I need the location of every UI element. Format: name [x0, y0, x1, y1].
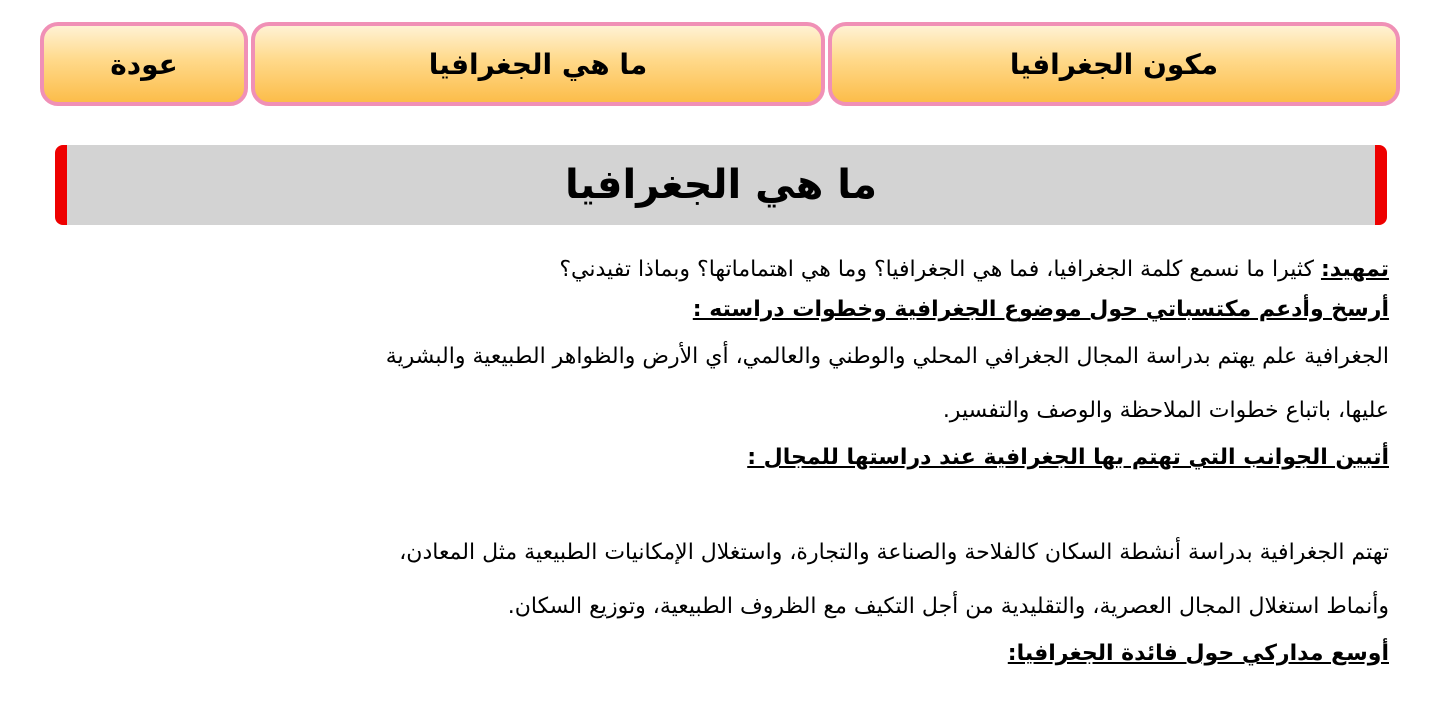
section2-line1: تهتم الجغرافية بدراسة أنشطة السكان كالفلاحة والصناعة والتجارة، واستغلال الإمكانيات الطبيعية مثل المعادن،	[399, 540, 1389, 565]
tab-what-is-geography[interactable]	[251, 22, 825, 106]
page-title: ما هي الجغرافيا	[564, 162, 878, 208]
intro-text: كثيرا ما نسمع كلمة الجغرافيا، فما هي الجغرافيا؟ وما هي اهتماماتها؟ وبماذا تفيدني؟	[559, 257, 1321, 282]
section1-line1: الجغرافية علم يهتم بدراسة المجال الجغرافي المحلي والوطني والعالمي، أي الأرض والظواهر الطبيعية والبشرية	[385, 344, 1389, 369]
intro-line	[55, 250, 1389, 290]
section2-line2: وأنماط استغلال المجال العصرية، والتقليدية من أجل التكيف مع الظروف الطبيعية، وتوزيع السكان.	[507, 594, 1389, 619]
tab-geography-components[interactable]	[828, 22, 1400, 106]
back-button[interactable]	[40, 22, 248, 106]
section3-heading: أوسع مداركي حول فائدة الجغرافيا:	[1007, 641, 1389, 666]
tab-geography-components-label: مكون الجغرافيا	[1009, 47, 1219, 81]
back-button-label: عودة	[110, 47, 178, 81]
tab-what-is-geography-label: ما هي الجغرافيا	[428, 47, 648, 81]
section1-line2: عليها، باتباع خطوات الملاحظة والوصف والتفسير.	[942, 398, 1389, 423]
page-title-banner	[55, 145, 1387, 225]
intro-label: تمهيد:	[1320, 257, 1389, 282]
section2-heading: أتبين الجوانب التي تهتم بها الجغرافية عند دراستها للمجال :	[747, 445, 1389, 470]
lesson-content	[55, 250, 1389, 674]
section1-heading: أرسخ وأدعم مكتسباتي حول موضوع الجغرافية وخطوات دراسته :	[692, 297, 1389, 322]
spacer	[55, 478, 1389, 526]
